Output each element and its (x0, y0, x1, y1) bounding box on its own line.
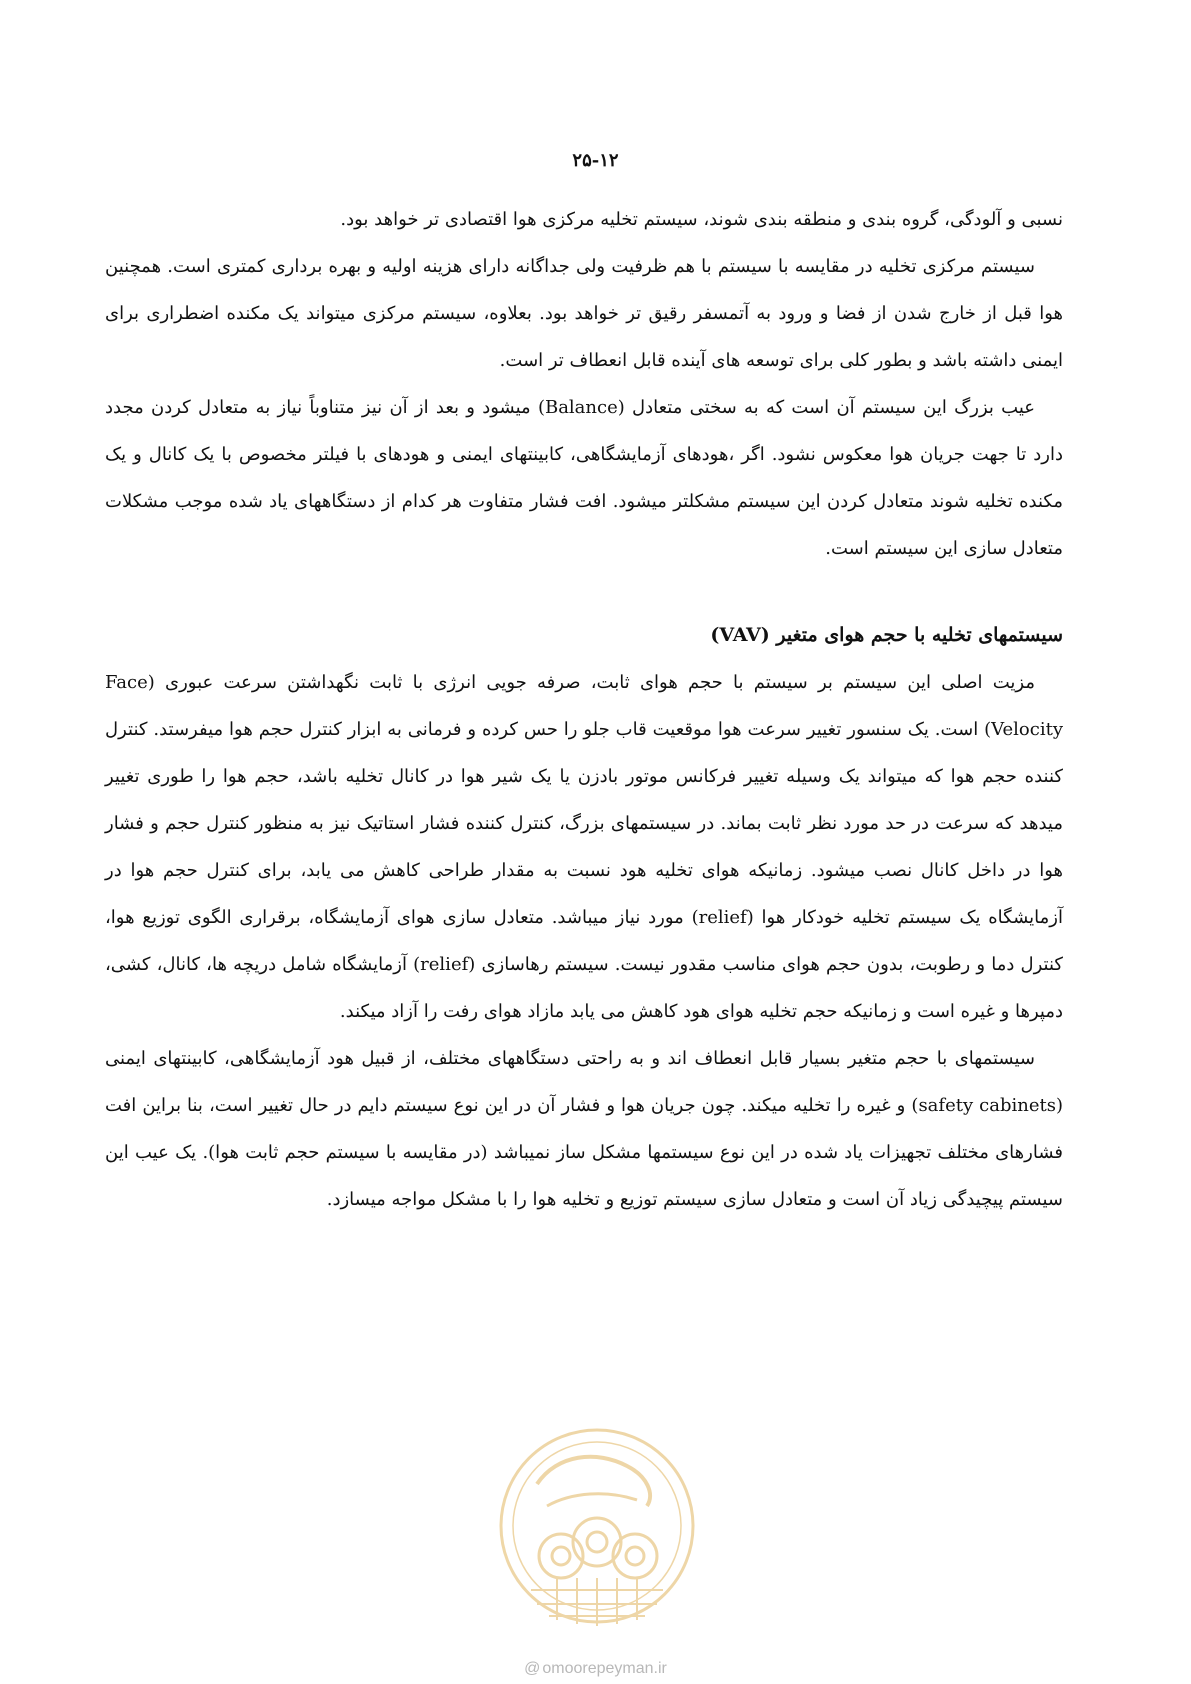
section-heading-vav: سیستمهای تخلیه با حجم هوای متغیر (VAV) (710, 624, 1063, 646)
watermark-website (0, 1660, 1191, 1678)
document-body (105, 196, 1063, 1223)
website-text: omoorepeyman.ir (542, 1660, 667, 1677)
paragraph-3: عیب بزرگ این سیستم آن است که به سختی متعادل (Balance) میشود و بعد از آن نیز متناوباً نیاز به متعادل کردن مجدد دارد تا جهت جریان هوا معکوس نشود. اگر ،هودهای آزمایشگاهی، کابینتهای ایمنی و هودهای با فیلتر مخصوص با یک کانال و یک مکنده تخلیه شوند متعادل کردن این سیستم مشکلتر میشود. افت فشار متفاوت هر کدام از دستگاههای یاد شده موجب مشکلات متعادل سازی این سیستم است. (105, 397, 1063, 559)
page-number: ۲۵-۱۲ (572, 150, 619, 171)
paragraph-5: سیستمهای با حجم متغیر بسیار قابل انعطاف اند و به راحتی دستگاههای مختلف، از قبیل هود آزمایشگاهی، کابینتهای ایمنی (safety cabinets) و غیره را تخلیه میکند. چون جریان هوا و فشار آن در این نوع سیستم دایم در حال تغییر است، بنا براین افت فشارهای مختلف تجهیزات یاد شده در این نوع سیستمها مشکل ساز نمیباشد (در مقایسه با سیستم حجم ثابت هوا). یک عیب این سیستم پیچیدگی زیاد آن است و متعادل سازی سیستم توزیع و تخلیه هوا را با مشکل مواجه میسازد. (105, 1048, 1063, 1210)
paragraph-2: سیستم مرکزی تخلیه در مقایسه با سیستم با هم ظرفیت ولی جداگانه دارای هزینه اولیه و بهره برداری کمتری است. همچنین هوا قبل از خارج شدن از فضا و ورود به آتمسفر رقیق تر خواهد بود. بعلاوه، سیستم مرکزی میتواند یک مکنده اضطراری برای ایمنی داشته باشد و بطور کلی برای توسعه های آینده قابل انعطاف تر است. (105, 256, 1063, 371)
at-icon: @ (524, 1660, 541, 1677)
paragraph-1: نسبی و آلودگی، گروه بندی و منطقه بندی شوند، سیستم تخلیه مرکزی هوا اقتصادی تر خواهد بود. (340, 209, 1063, 230)
paragraph-4: مزیت اصلی این سیستم بر سیستم با حجم هوای ثابت، صرفه جویی انرژی با ثابت نگهداشتن سرعت عبوری (Face Velocity) است. یک سنسور تغییر سرعت هوا موقعیت قاب جلو را حس کرده و فرمانی به ابزار کنترل حجم هوا میفرستد. کنترل کننده حجم هوا که میتواند یک وسیله تغییر فرکانس موتور بادزن یا یک شیر هوا در کانال تخلیه باشد، حجم هوا را طوری تغییر میدهد که سرعت در حد مورد نظر ثابت بماند. در سیستمهای بزرگ، کنترل کننده فشار استاتیک نیز به منظور کنترل حجم و فشار هوا در داخل کانال نصب میشود. زمانیکه هوای تخلیه هود نسبت به مقدار طراحی کاهش می یابد، برای کنترل حجم هوا در آزمایشگاه یک سیستم تخلیه خودکار هوا (relief) مورد نیاز میباشد. متعادل سازی هوای آزمایشگاه، برقراری الگوی توزیع هوا، کنترل دما و رطوبت، بدون حجم هوای مناسب مقدور نیست. سیستم رهاسازی (relief) آزمایشگاه شامل دریچه ها، کانال، کشی، دمپرها و غیره است و زمانیکه حجم تخلیه هوای هود کاهش می یابد مازاد هوای رفت را آزاد میکند. (105, 672, 1063, 1022)
watermark-logo (477, 1414, 717, 1654)
